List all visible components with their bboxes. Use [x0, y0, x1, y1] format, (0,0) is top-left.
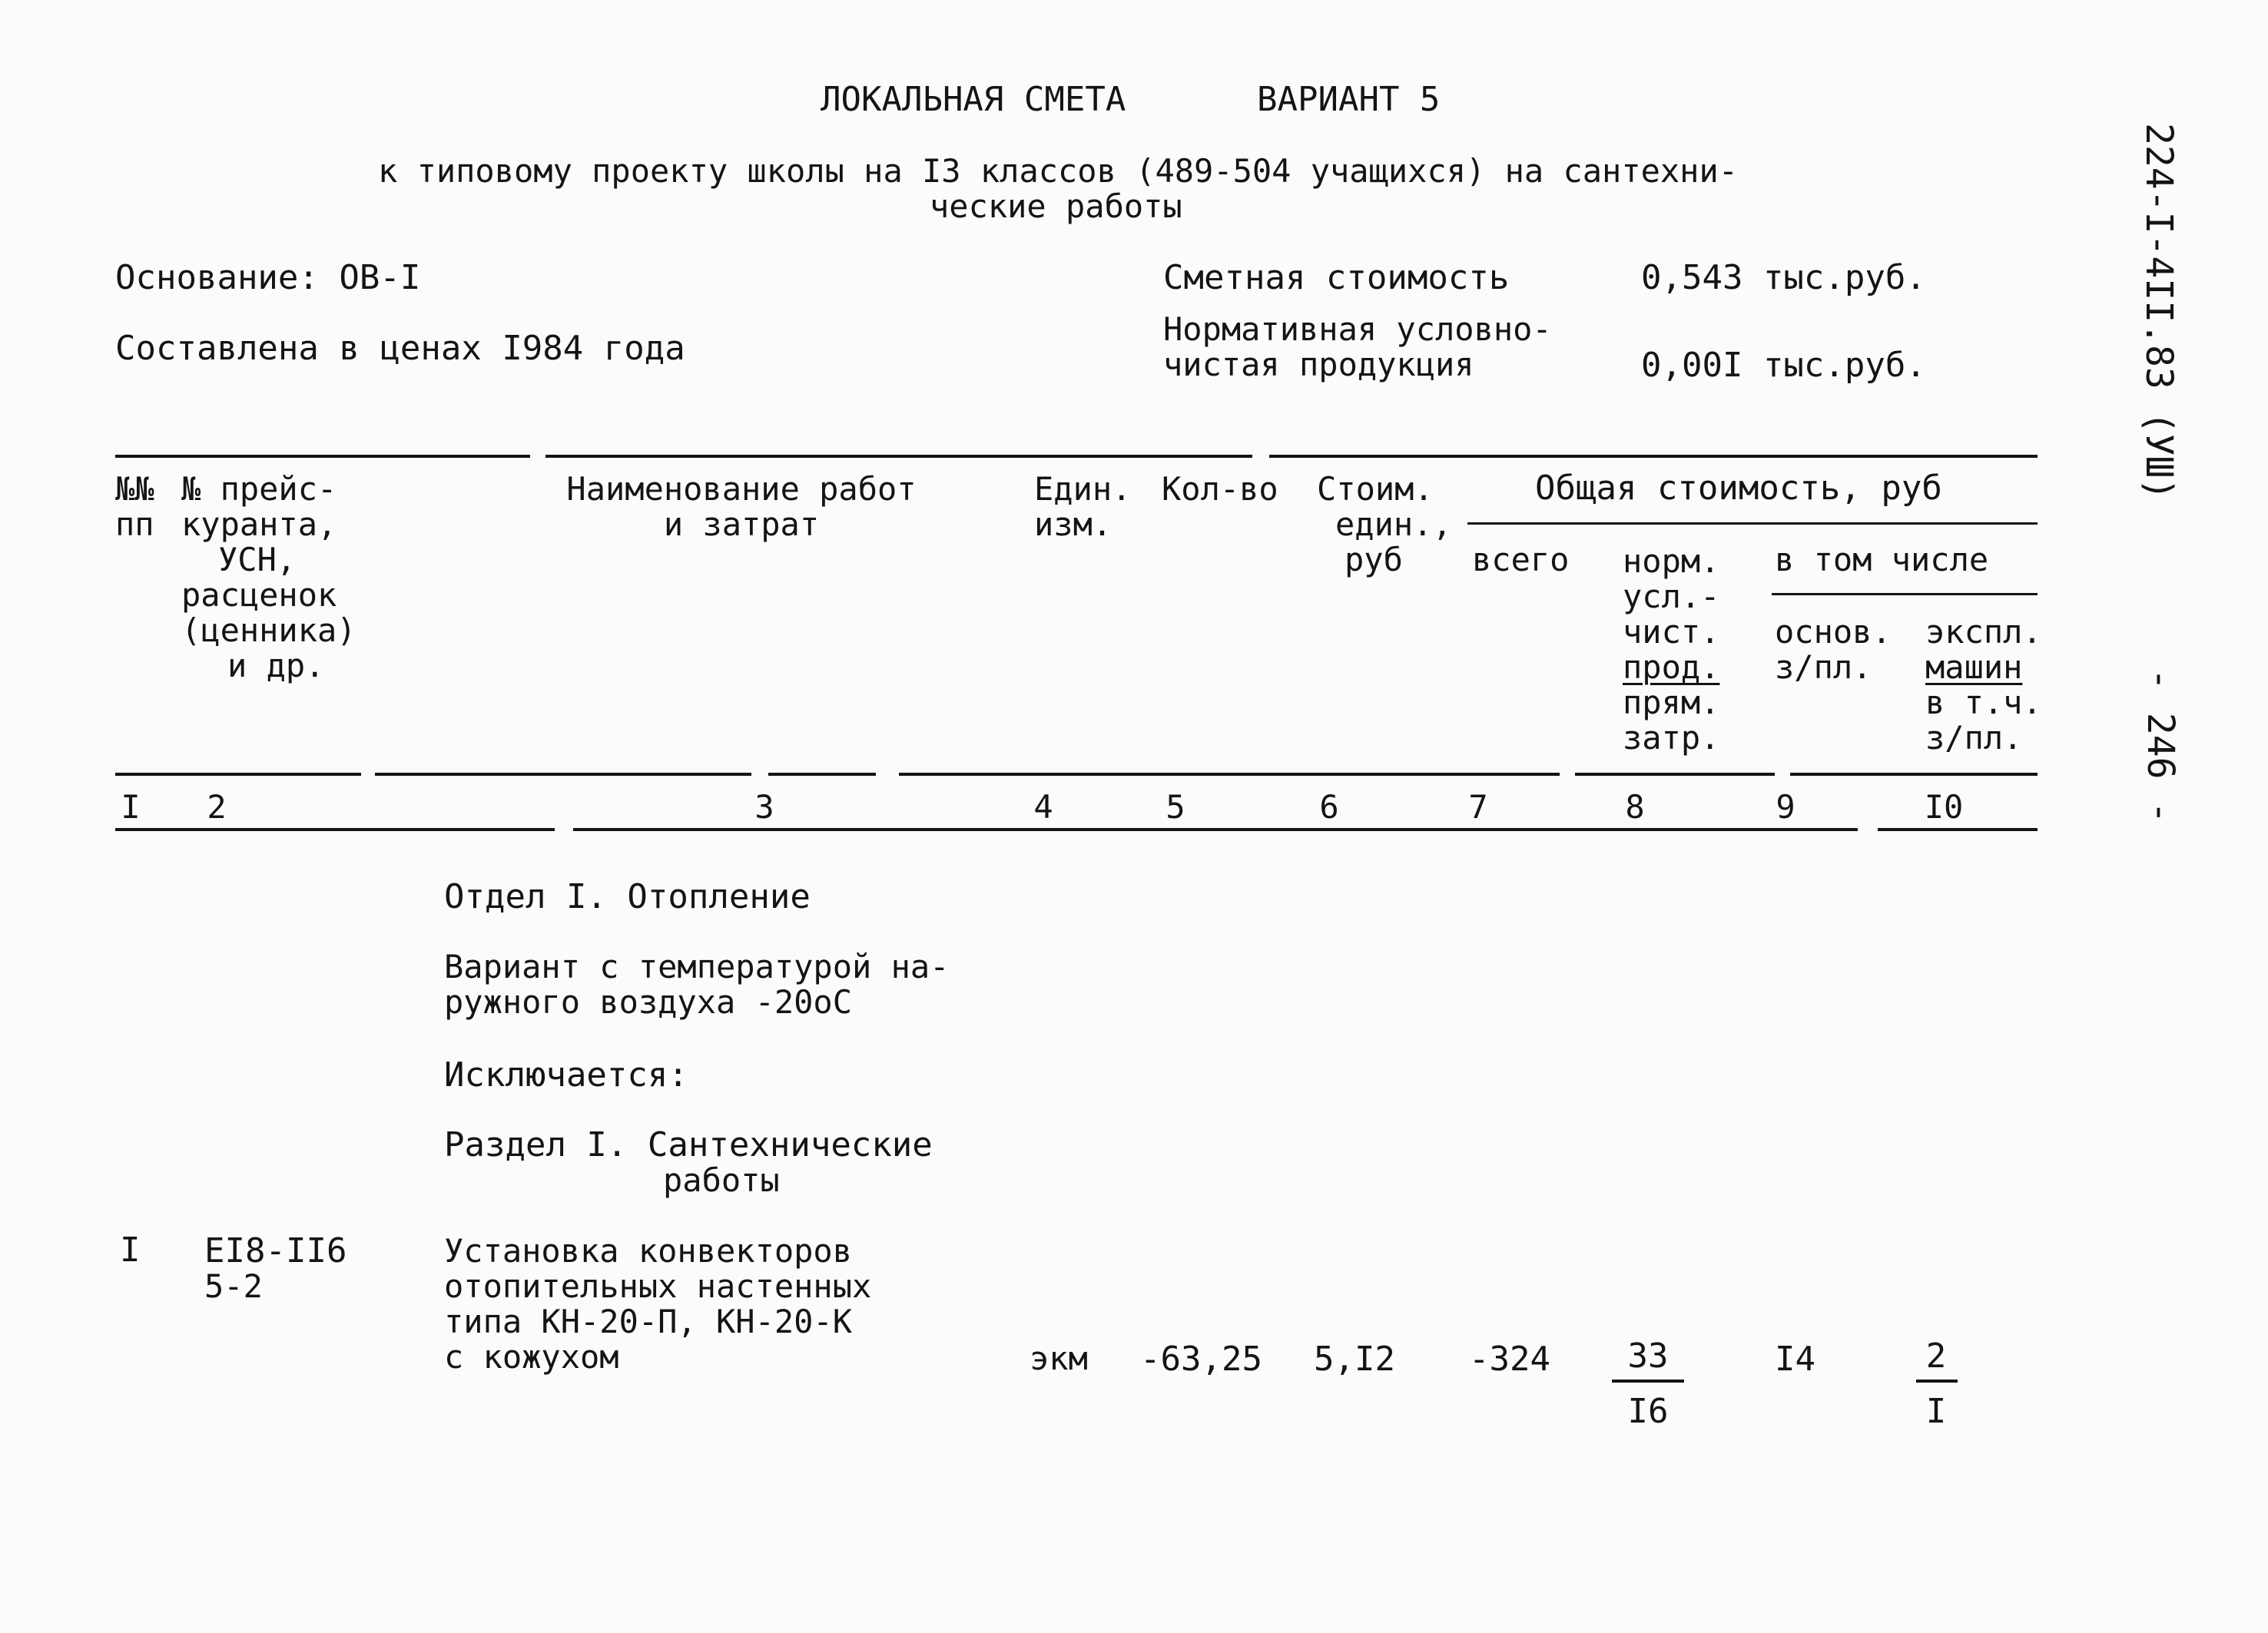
- col6-header: Стоим. един., руб: [1317, 470, 1452, 578]
- row-norm-output-denominator: I6: [1627, 1392, 1669, 1431]
- col10-header: экспл. машин в т.ч. з/пл.: [1925, 613, 2042, 757]
- total-cost-group-header: Общая стоимость, руб: [1535, 469, 1942, 508]
- row-work-name: Установка конвекторов отопительных настенных типа КН-20-П, КН-20-К с кожухом: [444, 1232, 872, 1376]
- header-bottom-rule: [115, 773, 361, 776]
- document-title: ЛОКАЛЬНАЯ СМЕТА: [821, 80, 1126, 119]
- prices-label: Составлена в ценах I984 года: [115, 329, 685, 368]
- side-page-number: - 246 -: [2139, 668, 2182, 824]
- row-quantity: -63,25: [1140, 1340, 1262, 1379]
- row-total-cost: -324: [1469, 1340, 1550, 1379]
- norm-output-label-2: чистая продукция: [1163, 346, 1474, 383]
- row-machines-fraction-bar: [1916, 1380, 1958, 1383]
- column-number-5: 5: [1166, 788, 1185, 826]
- estimated-cost-value: 0,543 тыс.руб.: [1641, 258, 1926, 297]
- row-norm-output-numerator: 33: [1627, 1337, 1669, 1376]
- excluded-label: Исключается:: [444, 1055, 688, 1095]
- column-number-10: I0: [1924, 788, 1964, 826]
- section-heading: Раздел I. Сантехнические работы: [444, 1125, 933, 1199]
- department-heading: Отдел I. Отопление: [444, 877, 811, 916]
- col3-header: Наименование работ и затрат: [566, 470, 917, 543]
- row-norm-output-fraction-bar: [1612, 1380, 1684, 1383]
- col5-header: Кол-во: [1162, 470, 1278, 508]
- table-top-rule: [115, 455, 530, 458]
- row-machines-numerator: 2: [1925, 1337, 1947, 1376]
- variant-label: ВАРИАНТ 5: [1257, 80, 1441, 119]
- column-number-8: 8: [1625, 788, 1645, 826]
- column-number-7: 7: [1468, 788, 1488, 826]
- col7-header: всего: [1472, 541, 1570, 578]
- including-group-header: в том числе: [1775, 541, 1989, 578]
- column-number-2: 2: [207, 788, 227, 826]
- basis-label: Основание: ОВ-I: [115, 258, 421, 297]
- column-number-6: 6: [1319, 788, 1339, 826]
- subtitle-line-2: ческие работы: [930, 187, 1182, 225]
- col2-header: № прейс- куранта, УСН, расценок (ценника) и др.: [181, 470, 356, 684]
- row-unit-cost: 5,I2: [1314, 1340, 1395, 1379]
- estimated-cost-label: Сметная стоимость: [1163, 258, 1510, 297]
- column-number-3: 3: [754, 788, 774, 826]
- column-number-9: 9: [1776, 788, 1796, 826]
- side-code: 224-I-4II.83 (УШ): [2137, 123, 2180, 501]
- row-unit: экм: [1030, 1340, 1088, 1377]
- row-machines-denominator: I: [1925, 1392, 1947, 1431]
- col9-header: основ. з/пл.: [1775, 613, 1892, 686]
- variant-description: Вариант с температурой на- ружного воздуха -20оС: [444, 948, 950, 1021]
- col4-header: Един. изм.: [1034, 470, 1132, 543]
- norm-output-value: 0,00I тыс.руб.: [1641, 346, 1926, 385]
- row-number: I: [120, 1231, 141, 1270]
- col8-header: норм. усл.- чист. прод. прям. затр.: [1623, 542, 1720, 757]
- column-number-4: 4: [1033, 788, 1053, 826]
- subtitle-line-1: к типовому проекту школы на I3 классов (489-504 учащихся) на сантехни-: [378, 152, 1739, 190]
- norm-output-label-1: Нормативная условно-: [1163, 310, 1552, 348]
- column-numbers-rule: [115, 828, 555, 831]
- col1-header: №№ пп: [115, 470, 154, 543]
- column-number-1: I: [121, 788, 141, 826]
- row-base-wages: I4: [1775, 1340, 1815, 1379]
- row-rate-code: ЕI8-II6 5-2: [204, 1231, 347, 1305]
